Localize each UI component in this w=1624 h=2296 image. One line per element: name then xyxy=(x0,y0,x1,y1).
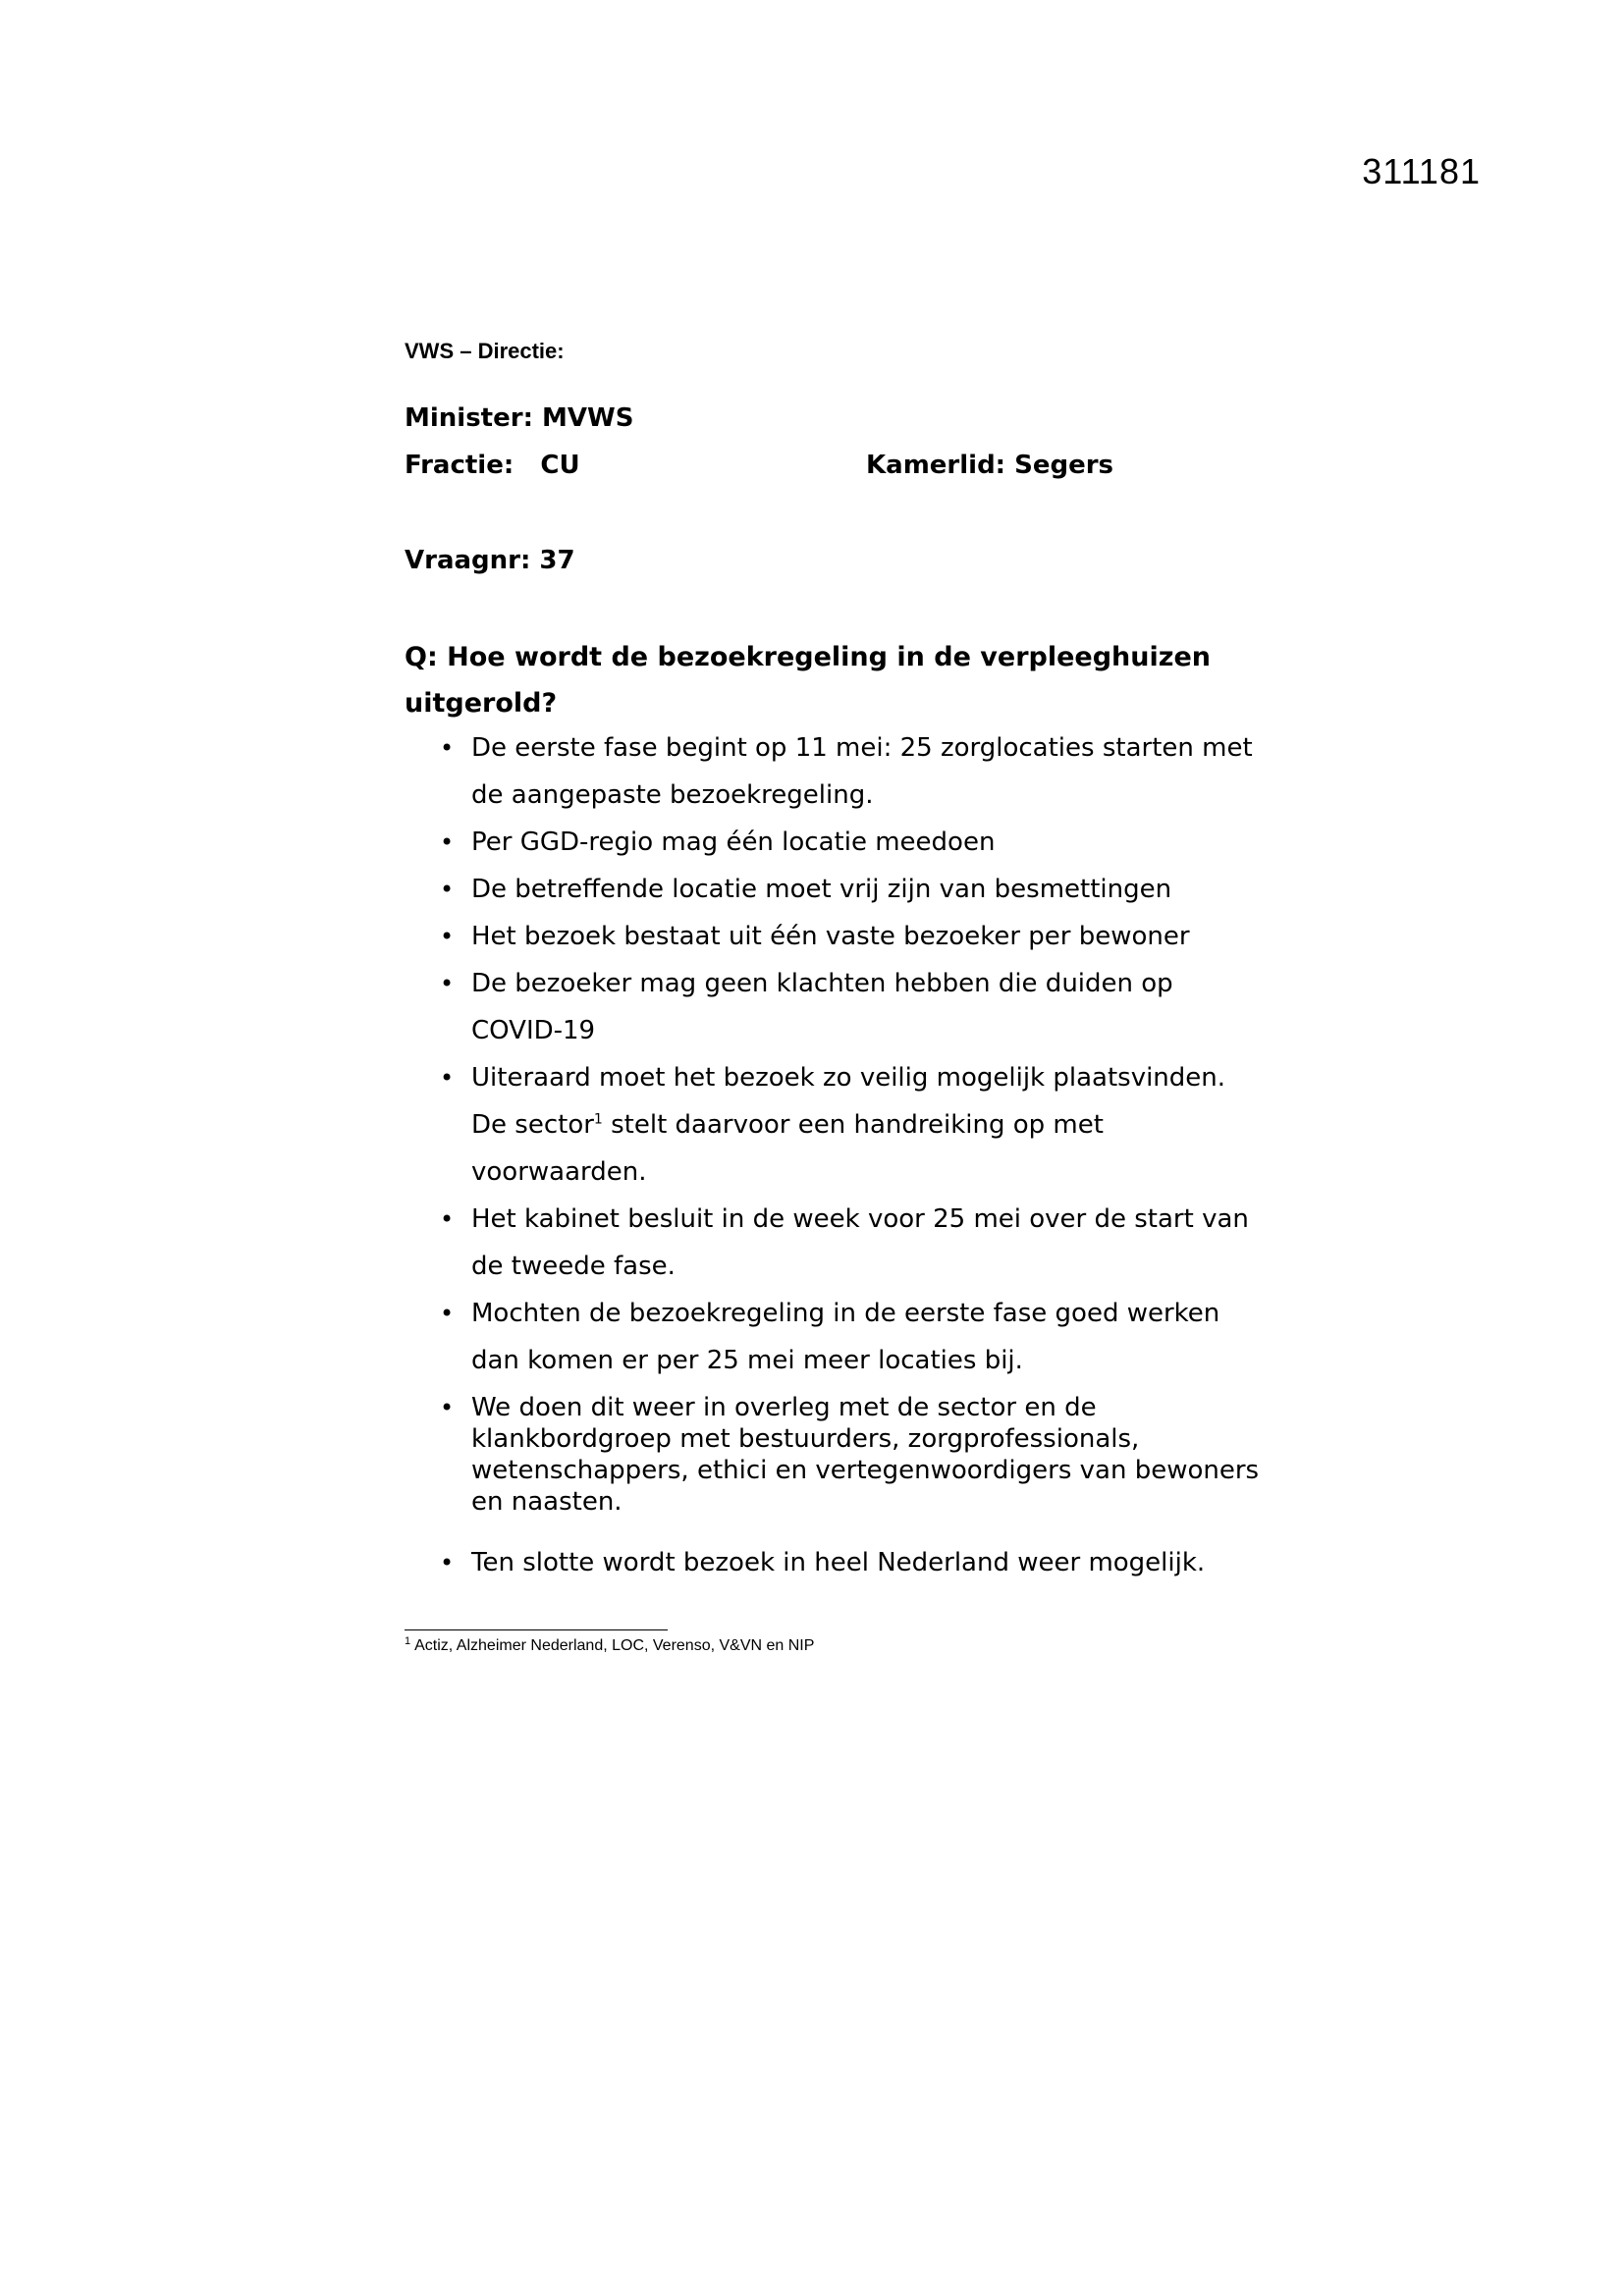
bullet-icon: • xyxy=(440,923,455,950)
bullet-icon: • xyxy=(440,1064,455,1092)
list-item xyxy=(405,866,1269,913)
bullet-text: Ten slotte wordt bezoek in heel Nederland weer mogelijk. xyxy=(471,1548,1206,1577)
list-item xyxy=(405,1196,1269,1290)
footnote-number: 1 xyxy=(405,1634,411,1647)
bullet-text: We doen dit weer in overleg met de sector en de klankbordgroep met bestuurders, zorgprofessionals, wetenschappers, ethici en vertegenwoordigers van bewoners en naasten. xyxy=(471,1393,1260,1517)
bullet-text: Het kabinet besluit in de week voor 25 mei over de start van de tweede fase. xyxy=(471,1204,1249,1281)
list-item xyxy=(405,1539,1269,1586)
list-item xyxy=(405,1290,1269,1384)
list-item xyxy=(405,724,1269,819)
list-item xyxy=(405,819,1269,866)
answer-bullet-list xyxy=(405,724,1269,1586)
footnote-separator xyxy=(405,1629,668,1630)
footnote xyxy=(405,1634,815,1655)
bullet-icon: • xyxy=(440,970,455,997)
kamerlid-line: Kamerlid: Segers xyxy=(866,451,1114,480)
bullet-icon: • xyxy=(440,1205,455,1233)
bullet-icon: • xyxy=(440,1300,455,1327)
bullet-icon: • xyxy=(440,1549,455,1576)
bullet-icon: • xyxy=(440,828,455,856)
fractie-line: Fractie: CU xyxy=(405,451,580,480)
minister-line: Minister: MVWS xyxy=(405,403,634,433)
bullet-text-before-footnote: Uiteraard moet het bezoek zo veilig mogelijk plaatsvinden. De sector xyxy=(471,1063,1226,1140)
list-item xyxy=(405,1054,1269,1196)
bullet-text: Per GGD-regio mag één locatie meedoen xyxy=(471,828,996,857)
footnote-text: Actiz, Alzheimer Nederland, LOC, Verenso, V&VN en NIP xyxy=(414,1637,815,1654)
list-item xyxy=(405,960,1269,1054)
list-item xyxy=(405,913,1269,960)
bullet-text: Het bezoek bestaat uit één vaste bezoeker per bewoner xyxy=(471,922,1190,951)
bullet-text: Mochten de bezoekregeling in de eerste fase goed werken dan komen er per 25 mei meer locaties bij. xyxy=(471,1299,1220,1375)
directie-label: VWS – Directie: xyxy=(405,339,565,363)
footnote-reference: 1 xyxy=(593,1111,603,1128)
bullet-text: De bezoeker mag geen klachten hebben die duiden op COVID-19 xyxy=(471,969,1173,1045)
document-number: 311181 xyxy=(1362,151,1481,191)
vraagnr-line: Vraagnr: 37 xyxy=(405,546,575,575)
question-heading: Q: Hoe wordt de bezoekregeling in de verpleeghuizen uitgerold? xyxy=(405,642,1212,719)
list-item xyxy=(405,1384,1269,1539)
bullet-icon: • xyxy=(440,1394,455,1421)
bullet-text: De eerste fase begint op 11 mei: 25 zorglocaties starten met de aangepaste bezoekregeling. xyxy=(471,733,1253,810)
bullet-text-after-footnote: stelt daarvoor een handreiking op met voorwaarden. xyxy=(471,1110,1104,1187)
bullet-icon: • xyxy=(440,876,455,903)
bullet-icon: • xyxy=(440,734,455,762)
bullet-text: De betreffende locatie moet vrij zijn van besmettingen xyxy=(471,875,1172,904)
